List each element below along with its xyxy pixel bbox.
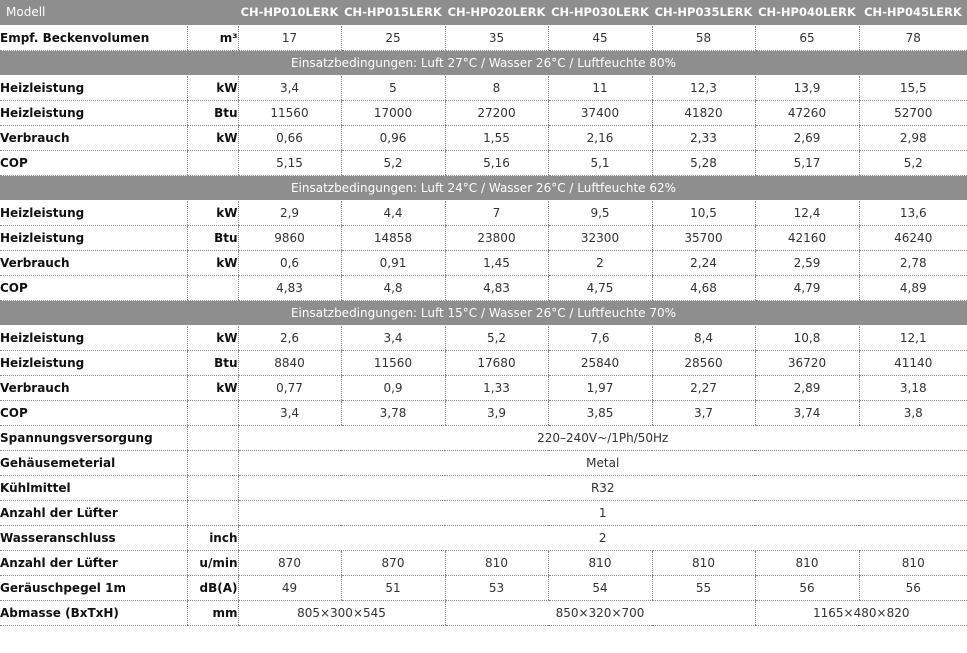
row-label: Heizleistung: [0, 75, 187, 100]
value-cell: 1,45: [445, 250, 548, 275]
value-cell: 7: [445, 200, 548, 225]
row-unit: Btu: [187, 350, 238, 375]
row-unit: Btu: [187, 225, 238, 250]
value-cell: 47260: [755, 100, 859, 125]
row-label: Kühlmittel: [0, 475, 187, 500]
value-cell: 23800: [445, 225, 548, 250]
table-row: [0, 525, 967, 550]
value-cell: 810: [445, 550, 548, 575]
value-cell: 1,55: [445, 125, 548, 150]
value-cell: 4,68: [652, 275, 755, 300]
value-cell: 4,4: [341, 200, 445, 225]
value-cell: 2: [548, 250, 652, 275]
row-label: Spannungsversorgung: [0, 425, 187, 450]
value-cell: 3,78: [341, 400, 445, 425]
value-cell: 11560: [341, 350, 445, 375]
value-cell: 4,83: [238, 275, 341, 300]
section-header-row: [0, 300, 967, 325]
row-label: Heizleistung: [0, 200, 187, 225]
value-cell: 17: [238, 25, 341, 50]
section-title: Einsatzbedingungen: Luft 24°C / Wasser 26°C / Luftfeuchte 62%: [0, 175, 967, 200]
row-unit: [187, 425, 238, 450]
value-cell: 41140: [859, 350, 967, 375]
row-label: Heizleistung: [0, 225, 187, 250]
value-cell: 810: [652, 550, 755, 575]
value-cell: 5,2: [859, 150, 967, 175]
value-cell: 3,9: [445, 400, 548, 425]
section-title: Einsatzbedingungen: Luft 15°C / Wasser 26°C / Luftfeuchte 70%: [0, 300, 967, 325]
value-cell: 810: [859, 550, 967, 575]
value-cell: 51: [341, 575, 445, 600]
value-cell: 2: [238, 525, 967, 550]
row-unit: [187, 400, 238, 425]
row-label: Heizleistung: [0, 325, 187, 350]
row-unit: [187, 500, 238, 525]
table-row: [0, 125, 967, 150]
row-label: Verbrauch: [0, 250, 187, 275]
value-cell: 45: [548, 25, 652, 50]
row-label: Verbrauch: [0, 125, 187, 150]
value-cell: 56: [755, 575, 859, 600]
value-cell: 78: [859, 25, 967, 50]
value-cell: 0,6: [238, 250, 341, 275]
value-cell: 12,3: [652, 75, 755, 100]
value-cell: 5,15: [238, 150, 341, 175]
value-cell: 220–240V~/1Ph/50Hz: [238, 425, 967, 450]
row-unit: [187, 450, 238, 475]
table-row: [0, 25, 967, 50]
value-cell: 7,6: [548, 325, 652, 350]
model-name: CH-HP045LERK: [859, 0, 967, 25]
value-cell: 28560: [652, 350, 755, 375]
model-header-label: Modell: [0, 0, 238, 25]
row-label: Heizleistung: [0, 350, 187, 375]
model-name: CH-HP020LERK: [445, 0, 548, 25]
table-row: [0, 475, 967, 500]
row-label: COP: [0, 150, 187, 175]
model-name: CH-HP015LERK: [341, 0, 445, 25]
value-cell: 17680: [445, 350, 548, 375]
table-row: [0, 75, 967, 100]
value-cell: 3,4: [341, 325, 445, 350]
value-cell: 5,16: [445, 150, 548, 175]
value-cell: 4,89: [859, 275, 967, 300]
value-cell: 4,83: [445, 275, 548, 300]
row-label: COP: [0, 275, 187, 300]
value-cell: 54: [548, 575, 652, 600]
row-label: Abmasse (BxTxH): [0, 600, 187, 625]
section-header-row: [0, 175, 967, 200]
row-unit: [187, 475, 238, 500]
header-row: [0, 0, 967, 25]
value-cell: 46240: [859, 225, 967, 250]
model-name: CH-HP030LERK: [548, 0, 652, 25]
value-cell: 25840: [548, 350, 652, 375]
value-cell: 5: [341, 75, 445, 100]
value-cell: 1,97: [548, 375, 652, 400]
value-cell: 32300: [548, 225, 652, 250]
value-cell: 65: [755, 25, 859, 50]
value-cell: 0,66: [238, 125, 341, 150]
value-cell: 12,1: [859, 325, 967, 350]
row-unit: u/min: [187, 550, 238, 575]
value-cell: 870: [341, 550, 445, 575]
value-cell: 2,24: [652, 250, 755, 275]
table-row: [0, 425, 967, 450]
table-row: [0, 250, 967, 275]
table-row: [0, 225, 967, 250]
value-cell: 27200: [445, 100, 548, 125]
section-title: Einsatzbedingungen: Luft 27°C / Wasser 26°C / Luftfeuchte 80%: [0, 50, 967, 75]
value-cell: 8840: [238, 350, 341, 375]
row-unit: inch: [187, 525, 238, 550]
value-cell: 5,28: [652, 150, 755, 175]
value-cell: 25: [341, 25, 445, 50]
row-label: Empf. Beckenvolumen: [0, 25, 187, 50]
value-cell: 35: [445, 25, 548, 50]
value-cell: 805×300×545: [238, 600, 445, 625]
value-cell: 13,6: [859, 200, 967, 225]
row-label: Anzahl der Lüfter: [0, 500, 187, 525]
value-cell: 3,74: [755, 400, 859, 425]
value-cell: 2,9: [238, 200, 341, 225]
value-cell: R32: [238, 475, 967, 500]
row-unit: dB(A): [187, 575, 238, 600]
value-cell: 42160: [755, 225, 859, 250]
row-unit: kW: [187, 200, 238, 225]
row-unit: [187, 150, 238, 175]
value-cell: 8: [445, 75, 548, 100]
value-cell: 4,75: [548, 275, 652, 300]
value-cell: 2,27: [652, 375, 755, 400]
table-row: [0, 375, 967, 400]
table-row: [0, 575, 967, 600]
row-unit: kW: [187, 75, 238, 100]
value-cell: 1,33: [445, 375, 548, 400]
table-row: [0, 500, 967, 525]
row-label: Verbrauch: [0, 375, 187, 400]
model-name: CH-HP010LERK: [238, 0, 341, 25]
model-name: CH-HP035LERK: [652, 0, 755, 25]
value-cell: 2,6: [238, 325, 341, 350]
value-cell: 3,7: [652, 400, 755, 425]
value-cell: 5,1: [548, 150, 652, 175]
value-cell: 11: [548, 75, 652, 100]
row-unit: kW: [187, 250, 238, 275]
table-row: [0, 275, 967, 300]
row-unit: kW: [187, 125, 238, 150]
table-row: [0, 600, 967, 625]
value-cell: 17000: [341, 100, 445, 125]
row-label: Heizleistung: [0, 100, 187, 125]
table-row: [0, 100, 967, 125]
value-cell: 10,8: [755, 325, 859, 350]
value-cell: 49: [238, 575, 341, 600]
value-cell: 41820: [652, 100, 755, 125]
table-row: [0, 150, 967, 175]
section-header-row: [0, 50, 967, 75]
table-row: [0, 350, 967, 375]
value-cell: 3,4: [238, 75, 341, 100]
value-cell: 2,69: [755, 125, 859, 150]
value-cell: 8,4: [652, 325, 755, 350]
value-cell: 15,5: [859, 75, 967, 100]
value-cell: 0,96: [341, 125, 445, 150]
row-unit: mm: [187, 600, 238, 625]
value-cell: 2,98: [859, 125, 967, 150]
value-cell: 58: [652, 25, 755, 50]
row-label: COP: [0, 400, 187, 425]
value-cell: 9,5: [548, 200, 652, 225]
table-row: [0, 450, 967, 475]
value-cell: 3,85: [548, 400, 652, 425]
value-cell: 14858: [341, 225, 445, 250]
value-cell: 55: [652, 575, 755, 600]
row-label: Anzahl der Lüfter: [0, 550, 187, 575]
value-cell: 870: [238, 550, 341, 575]
value-cell: 850×320×700: [445, 600, 755, 625]
value-cell: 810: [548, 550, 652, 575]
value-cell: 1: [238, 500, 967, 525]
row-label: Wasseranschluss: [0, 525, 187, 550]
value-cell: 11560: [238, 100, 341, 125]
row-unit: kW: [187, 375, 238, 400]
value-cell: 13,9: [755, 75, 859, 100]
value-cell: 5,2: [445, 325, 548, 350]
value-cell: 0,77: [238, 375, 341, 400]
value-cell: 5,17: [755, 150, 859, 175]
value-cell: 37400: [548, 100, 652, 125]
table-row: [0, 400, 967, 425]
table-row: [0, 325, 967, 350]
value-cell: 2,33: [652, 125, 755, 150]
value-cell: 36720: [755, 350, 859, 375]
value-cell: 12,4: [755, 200, 859, 225]
value-cell: 2,16: [548, 125, 652, 150]
value-cell: 56: [859, 575, 967, 600]
value-cell: 4,79: [755, 275, 859, 300]
value-cell: 5,2: [341, 150, 445, 175]
value-cell: 2,59: [755, 250, 859, 275]
row-label: Gehäusemeterial: [0, 450, 187, 475]
value-cell: 3,8: [859, 400, 967, 425]
row-unit: kW: [187, 325, 238, 350]
value-cell: 3,4: [238, 400, 341, 425]
value-cell: 53: [445, 575, 548, 600]
value-cell: 3,18: [859, 375, 967, 400]
value-cell: 1165×480×820: [755, 600, 967, 625]
value-cell: 52700: [859, 100, 967, 125]
model-name: CH-HP040LERK: [755, 0, 859, 25]
row-unit: m³: [187, 25, 238, 50]
value-cell: Metal: [238, 450, 967, 475]
value-cell: 35700: [652, 225, 755, 250]
value-cell: 810: [755, 550, 859, 575]
table-row: [0, 550, 967, 575]
value-cell: 0,9: [341, 375, 445, 400]
table-row: [0, 200, 967, 225]
row-unit: Btu: [187, 100, 238, 125]
row-unit: [187, 275, 238, 300]
value-cell: 10,5: [652, 200, 755, 225]
value-cell: 0,91: [341, 250, 445, 275]
row-label: Geräuschpegel 1m: [0, 575, 187, 600]
value-cell: 9860: [238, 225, 341, 250]
value-cell: 4,8: [341, 275, 445, 300]
value-cell: 2,78: [859, 250, 967, 275]
value-cell: 2,89: [755, 375, 859, 400]
